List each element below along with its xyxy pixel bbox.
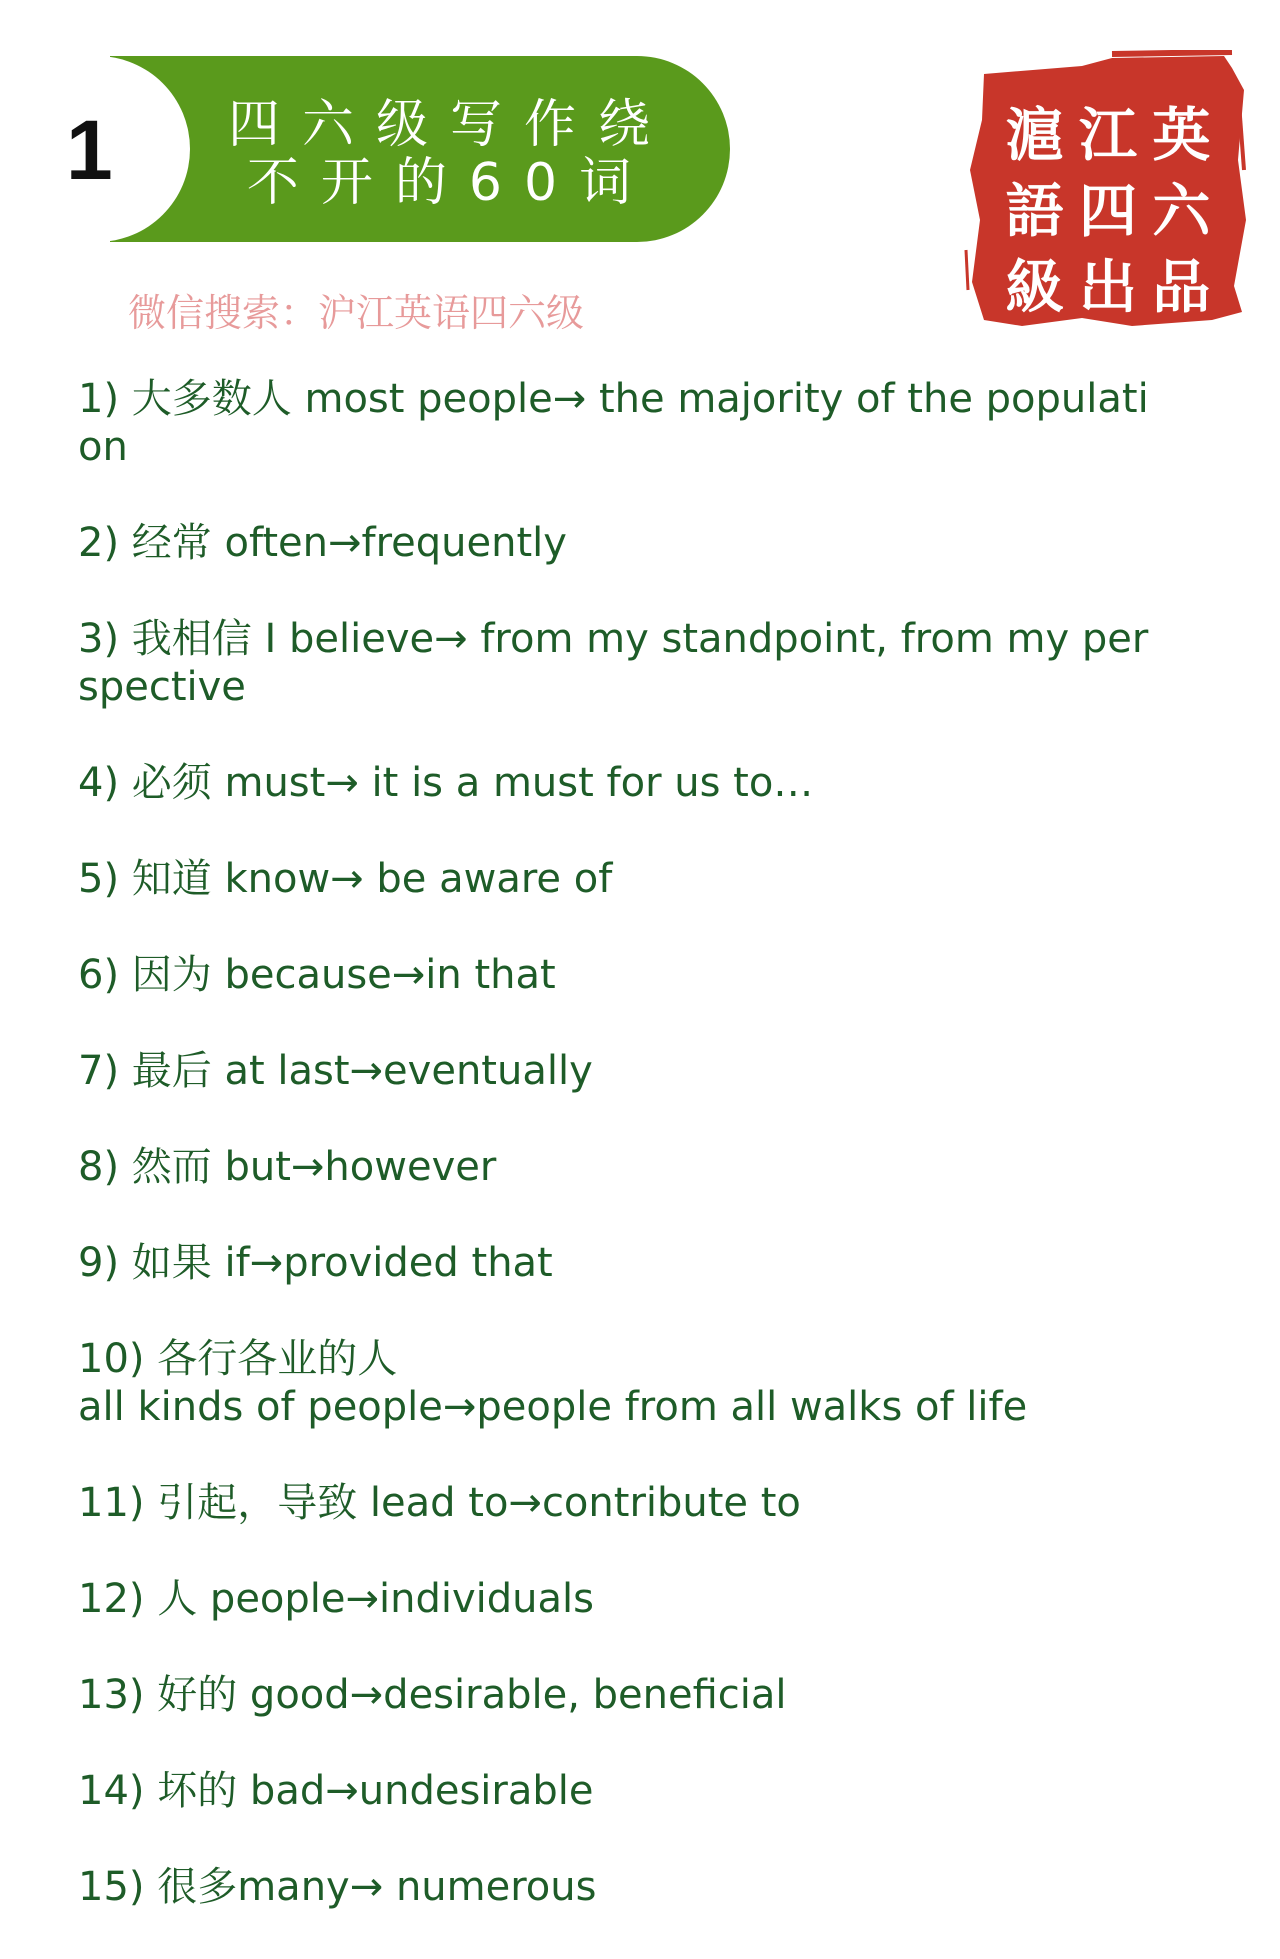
vocabulary-list xyxy=(78,375,1168,1959)
seal-char: 級 xyxy=(1005,253,1064,321)
page-title xyxy=(210,96,690,212)
wechat-search-subtitle: 微信搜索：沪江英语四六级 xyxy=(128,291,585,335)
list-item: 12) 人 people→individuals xyxy=(78,1576,594,1622)
list-item: 14) 坏的 bad→undesirable xyxy=(78,1768,594,1814)
seal-char: 英 xyxy=(1152,101,1211,169)
list-item: 6) 因为 because→in that xyxy=(78,952,556,998)
list-item: 2) 经常 often→frequently xyxy=(78,520,567,566)
list-item: 1) 大多数人 most people→ the majority of the population xyxy=(78,376,1149,470)
seal-text xyxy=(998,101,1218,321)
list-item: 7) 最后 at last→eventually xyxy=(78,1048,593,1094)
header xyxy=(0,0,1280,340)
list-item: 5) 知道 know→ be aware of xyxy=(78,856,613,902)
title-line-2: 不开的60词 xyxy=(246,153,654,213)
seal-stamp-logo xyxy=(962,50,1250,332)
list-item xyxy=(78,1335,1168,1431)
list-item: 9) 如果 if→provided that xyxy=(78,1240,553,1286)
list-item: 13) 好的 good→desirable, beneficial xyxy=(78,1672,787,1718)
seal-char: 品 xyxy=(1152,253,1211,321)
title-line-1: 四六级写作绕 xyxy=(227,95,672,155)
list-item-line: all kinds of people→people from all walks of life xyxy=(78,1384,1028,1430)
seal-char: 語 xyxy=(1005,177,1064,245)
list-item: 15) 很多many→ numerous xyxy=(78,1864,597,1910)
seal-char: 六 xyxy=(1152,177,1211,245)
list-item: 4) 必须 must→ it is a must for us to… xyxy=(78,760,814,806)
seal-char: 四 xyxy=(1078,177,1137,245)
seal-char: 出 xyxy=(1078,253,1137,321)
list-item: 11) 引起，导致 lead to→contribute to xyxy=(78,1480,801,1526)
seal-char: 江 xyxy=(1078,101,1137,169)
list-item-line: 10) 各行各业的人 xyxy=(78,1336,398,1382)
section-number: 1 xyxy=(66,103,113,197)
seal-char: 滬 xyxy=(1005,101,1064,169)
list-item: 3) 我相信 I believe→ from my standpoint, from my perspective xyxy=(78,616,1149,710)
list-item: 8) 然而 but→however xyxy=(78,1144,497,1190)
